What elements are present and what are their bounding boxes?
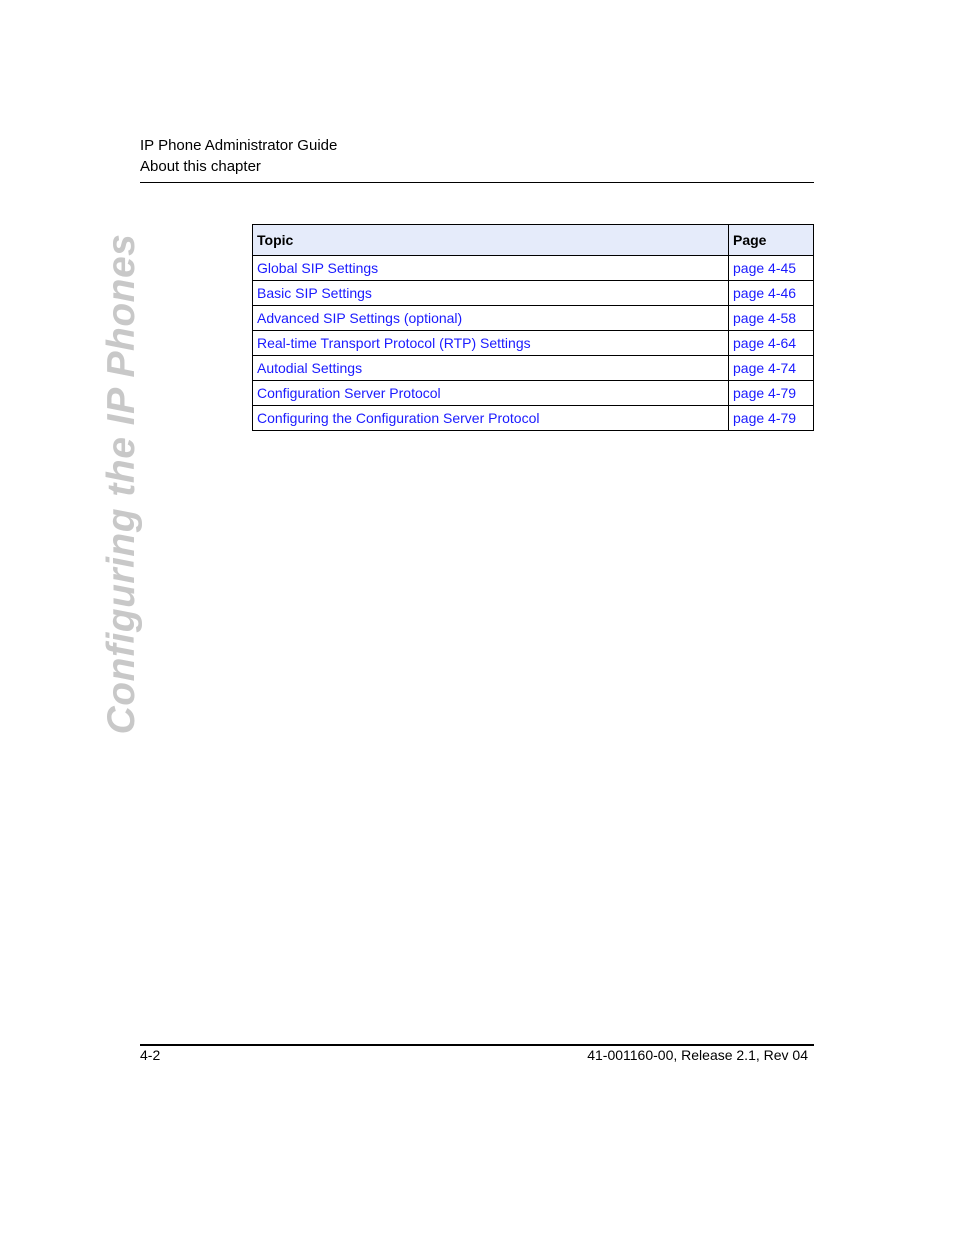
footer-divider <box>140 1044 814 1046</box>
table-row <box>253 306 814 331</box>
page-link[interactable]: page 4-64 <box>733 335 797 351</box>
table-row <box>253 406 814 431</box>
page-link[interactable]: page 4-45 <box>733 260 797 276</box>
topic-link[interactable]: Real-time Transport Protocol (RTP) Settings <box>257 335 531 351</box>
page-cell <box>729 306 814 331</box>
page-cell <box>729 331 814 356</box>
section-title: About this chapter <box>140 158 261 175</box>
table-row <box>253 331 814 356</box>
topic-link[interactable]: Advanced SIP Settings (optional) <box>257 310 463 326</box>
topic-link[interactable]: Configuration Server Protocol <box>257 385 441 401</box>
page-cell <box>729 381 814 406</box>
page-link[interactable]: page 4-79 <box>733 410 797 426</box>
page-link[interactable]: page 4-46 <box>733 285 797 301</box>
header-divider <box>140 182 814 183</box>
table-row <box>253 356 814 381</box>
topic-link[interactable]: Autodial Settings <box>257 360 363 376</box>
guide-title: IP Phone Administrator Guide <box>140 137 338 154</box>
page-cell <box>729 256 814 281</box>
topic-table <box>252 224 814 431</box>
table-header-row <box>253 225 814 256</box>
page-link[interactable]: page 4-58 <box>733 310 797 326</box>
page-header <box>140 135 814 177</box>
page-link[interactable]: page 4-79 <box>733 385 797 401</box>
topic-link[interactable]: Basic SIP Settings <box>257 285 372 301</box>
page-cell <box>729 406 814 431</box>
topic-cell <box>253 281 729 306</box>
page-cell <box>729 356 814 381</box>
page-link[interactable]: page 4-74 <box>733 360 797 376</box>
topic-cell <box>253 306 729 331</box>
topic-cell <box>253 331 729 356</box>
document-id: 41-001160-00, Release 2.1, Rev 04 <box>587 1047 808 1063</box>
topic-link[interactable]: Global SIP Settings <box>257 260 379 276</box>
table-row <box>253 381 814 406</box>
page-number: 4-2 <box>140 1047 161 1063</box>
table-row <box>253 256 814 281</box>
column-header-topic: Topic <box>253 225 729 256</box>
table-row <box>253 281 814 306</box>
topic-cell <box>253 256 729 281</box>
column-header-page: Page <box>729 225 814 256</box>
topic-cell <box>253 356 729 381</box>
topic-cell <box>253 381 729 406</box>
topic-link[interactable]: Configuring the Configuration Server Protocol <box>257 410 540 426</box>
page-cell <box>729 281 814 306</box>
topic-cell <box>253 406 729 431</box>
chapter-side-title: Configuring the IP Phones <box>100 233 143 735</box>
